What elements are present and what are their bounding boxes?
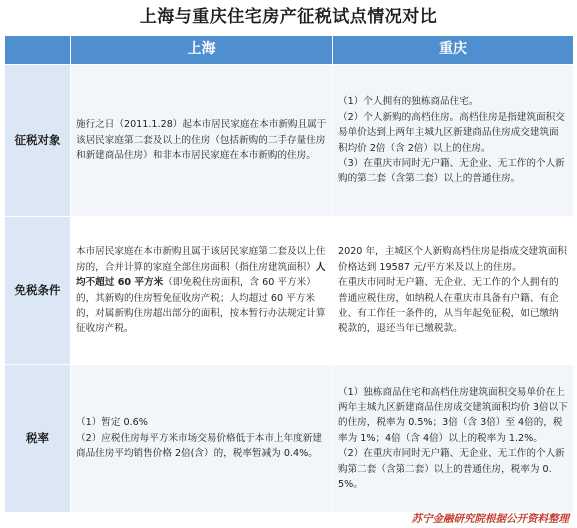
cell-text-bold: 人均不超过 60 平方米 bbox=[76, 261, 326, 289]
row-label-exemption: 免税条件 bbox=[5, 217, 71, 365]
cell-text: （1）独栋商品住宅和高档住房建筑面积交易单价在上两年主城九区新建商品住房成交建筑面积均价 3倍以下的住房，税率为 0.5%；3倍（含 3倍）至 4倍的，税率为 1%；4倍（含 4倍）以上的税率为 1.2%。 bbox=[338, 386, 568, 444]
cell-shanghai-tax-object bbox=[71, 65, 333, 217]
cell-text: （2）应税住房每平方米市场交易价格低于本市上年度新建商品住房平均销售价格 2倍(含）的，税率暂减为 0.4%。 bbox=[76, 432, 322, 460]
cell-text: 施行之日（2011.1.28）起本市居民家庭在本市新购且属于该居民家庭第二套及以上的住房（包括新购的二手存量住房和新建商品住房）和非本市居民家庭在本市新购的住房。 bbox=[76, 119, 327, 162]
header-corner bbox=[5, 36, 71, 65]
cell-text: （1）个人拥有的独栋商品住宅。 bbox=[338, 96, 479, 108]
row-label-tax-object: 征税对象 bbox=[5, 65, 71, 217]
cell-text: （3）在重庆市同时无户籍、无企业、无工作的个人新购的第二套（含第二套）以上的普通住房。 bbox=[338, 157, 565, 185]
header-row bbox=[5, 36, 574, 65]
cell-text: （2）个人新购的高档住房。高档住房是指建筑面积交易单价达到上两年主城九区新建商品住房成交建筑面积均价 2倍（含 2倍）以上的住房。 bbox=[338, 111, 565, 154]
row-label-tax-rate: 税率 bbox=[5, 365, 71, 513]
cell-text: （1）暂定 0.6% bbox=[76, 417, 148, 429]
cell-text: 本市居民家庭在本市新购且属于该居民家庭第二套及以上住房的，合并计算的家庭全部住房面积（指住房建筑面积） bbox=[76, 246, 326, 273]
cell-chongqing-exemption bbox=[333, 217, 574, 365]
cell-chongqing-tax-rate bbox=[333, 365, 574, 513]
cell-chongqing-tax-object bbox=[333, 65, 574, 217]
table-row bbox=[5, 217, 574, 365]
cell-text: （2）在重庆市同时无户籍、无企业、无工作的个人新购第二套（含第二套）以上的普通住房，税率为 0.5%。 bbox=[338, 448, 565, 491]
comparison-table bbox=[4, 35, 574, 513]
header-chongqing: 重庆 bbox=[333, 36, 574, 65]
page-title: 上海与重庆住宅房产征税试点情况对比 bbox=[139, 7, 438, 27]
cell-text: 2020 年，主城区个人新购高档住房是指成交建筑面积价格达到 19587 元/平方米及以上的住房。 bbox=[338, 246, 567, 273]
cell-shanghai-exemption bbox=[71, 217, 333, 365]
source-note: 苏宁金融研究院根据公开资料整理 bbox=[411, 513, 569, 525]
table-row bbox=[5, 65, 574, 217]
cell-shanghai-tax-rate bbox=[71, 365, 333, 513]
cell-text: （即免税住房面积，含 60 平方米）的，其新购的住房暂免征收房产税；人均超过 60 平方米的，对属新购住房超出部分的面积，按本暂行办法规定计算征收房产税。 bbox=[76, 277, 326, 335]
header-shanghai: 上海 bbox=[71, 36, 333, 65]
cell-text: 在重庆市同时无户籍、无企业、无工作的个人拥有的普通应税住房，如纳税人在重庆市具备有户籍、有企业、有工作任一条件的，从当年起免征税，如已缴纳税款的，退还当年已缴税款。 bbox=[338, 277, 559, 335]
table-row bbox=[5, 365, 574, 513]
